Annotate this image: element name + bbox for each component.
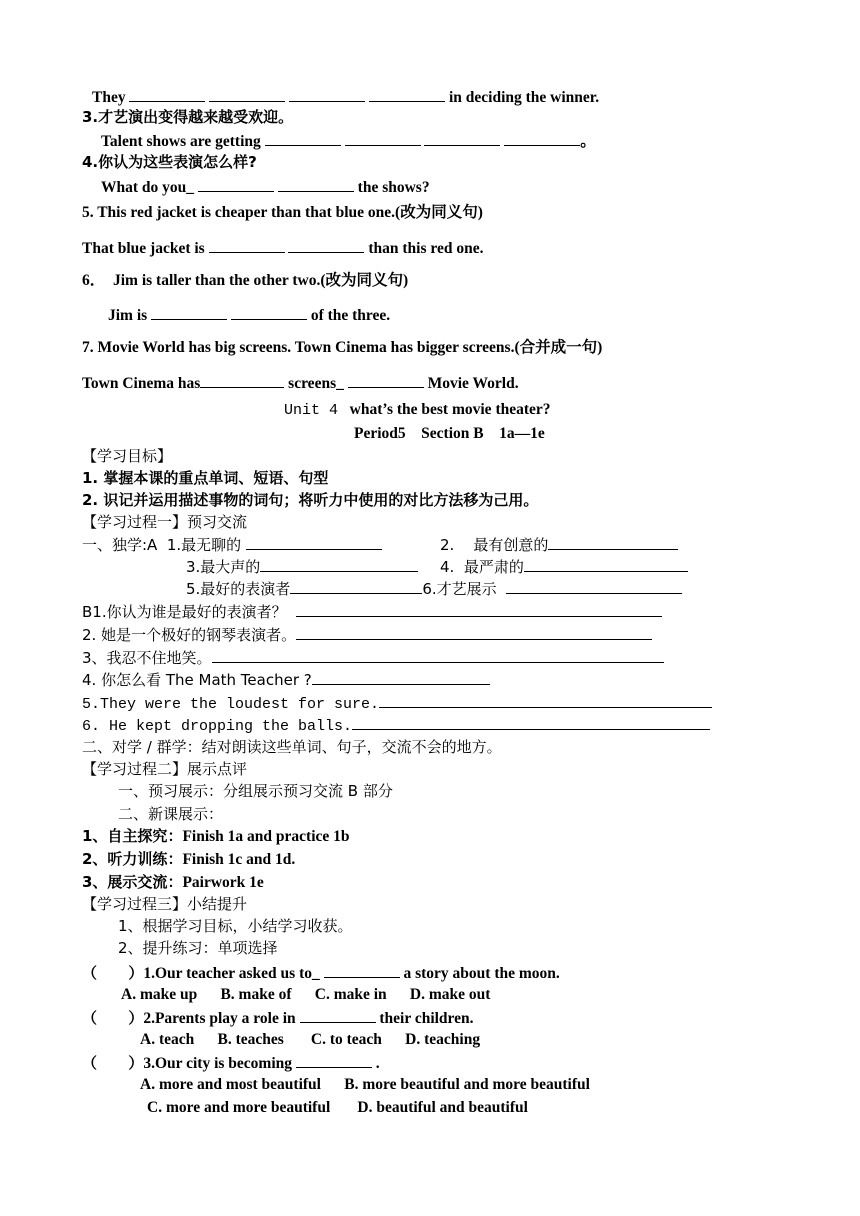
text: 3.Our city is becoming [143, 1055, 293, 1072]
text: than this red one. [368, 240, 484, 257]
blank[interactable] [345, 130, 421, 146]
practice: 2、提升练习：单项选择 [118, 939, 278, 957]
text: 2、听力训练： [82, 850, 183, 868]
text: a story about the moon. [403, 965, 560, 982]
text: . [375, 1055, 380, 1072]
blank[interactable] [296, 1052, 372, 1068]
text: 3、我忍不住地笑。 [82, 649, 212, 667]
vocab-row-1 [82, 534, 382, 555]
blank[interactable] [209, 237, 285, 253]
task-1 [82, 826, 350, 847]
fill-line-5 [82, 237, 483, 259]
question-7: 7. Movie World has big screens. Town Cinema has bigger screens.(合并成一句) [82, 339, 603, 356]
pair-study: 二、对学 / 群学：结对朗读这些单词、句子，交流不会的地方。 [82, 738, 502, 756]
unit-title: what’s the best movie theater? [349, 401, 551, 418]
text: 4. 你怎么看 The Math Teacher ? [82, 671, 312, 689]
blank[interactable] [324, 962, 400, 978]
task-2 [82, 849, 295, 870]
text: 5.They were the loudest for sure. [82, 696, 380, 713]
blank[interactable] [265, 130, 341, 146]
text: 2.Parents play a role in [143, 1010, 296, 1027]
text: Pairwork 1e [182, 874, 264, 891]
blank[interactable] [246, 534, 382, 550]
answer-box[interactable]: （ ） [82, 1054, 144, 1072]
text: Talent shows are getting [101, 133, 261, 150]
blank[interactable] [231, 304, 307, 320]
text: 一、独学:A [82, 536, 158, 554]
text: Town Cinema has [82, 375, 201, 392]
text: 。 [580, 133, 596, 150]
blank[interactable] [348, 372, 424, 388]
text: 2. 最有创意的 [440, 536, 549, 554]
blank[interactable] [506, 578, 682, 594]
text: 3、展示交流： [82, 873, 183, 891]
blank[interactable] [278, 176, 354, 192]
b-row-3 [82, 647, 664, 668]
text: 1.Our teacher asked us to_ [143, 965, 320, 982]
blank[interactable] [288, 237, 364, 253]
blank[interactable] [129, 86, 205, 102]
goal-1: 1. 掌握本课的重点单词、短语、句型 [82, 469, 329, 487]
process3-heading: 【学习过程三】小结提升 [82, 895, 248, 913]
process1-heading: 【学习过程一】预习交流 [82, 513, 248, 531]
blank[interactable] [424, 130, 500, 146]
text: 2. 她是一个极好的钢琴表演者。 [82, 626, 297, 644]
blank[interactable] [290, 578, 422, 594]
b-row-6 [82, 714, 710, 737]
text: 5.最好的表演者 [186, 580, 291, 598]
b-row-4 [82, 669, 490, 690]
text: the shows? [357, 179, 430, 196]
task-3 [82, 872, 264, 893]
fill-line-3 [101, 130, 596, 152]
text: What do you_ [101, 179, 195, 196]
mc-options-3a: A. more and most beautiful B. more beautiful and more beautiful [140, 1076, 590, 1093]
blank[interactable] [548, 534, 678, 550]
fill-line-4 [101, 176, 430, 198]
text: 6. He kept dropping the balls. [82, 718, 353, 735]
blank[interactable] [369, 86, 445, 102]
question-4: 4.你认为这些表演怎么样? [82, 153, 257, 171]
blank[interactable] [198, 176, 274, 192]
text: 1.最无聊的 [166, 536, 242, 554]
mc-options-3b: C. more and more beautiful D. beautiful and beautiful [147, 1099, 528, 1116]
b-row-5 [82, 692, 712, 715]
blank[interactable] [296, 601, 662, 617]
blank[interactable] [300, 1007, 376, 1023]
blank[interactable] [212, 647, 664, 663]
vocab-row-1b [440, 534, 678, 555]
vocab-row-2 [186, 556, 418, 577]
b-row-2 [82, 624, 652, 645]
text: in deciding the winner. [448, 89, 600, 106]
question-5: 5. This red jacket is cheaper than that blue one.(改为同义句) [82, 204, 483, 221]
blank[interactable] [200, 372, 284, 388]
text: 4. 最严肃的 [440, 558, 524, 576]
text: Movie World. [427, 375, 519, 392]
summary: 1、根据学习目标，小结学习收获。 [118, 917, 353, 935]
blank[interactable] [379, 692, 712, 708]
answer-box[interactable]: （ ） [82, 1009, 144, 1027]
blank[interactable] [312, 669, 490, 685]
unit-label: Unit 4 [284, 402, 339, 419]
mc-options-1: A. make up B. make of C. make in D. make out [121, 986, 491, 1003]
mc-options-2: A. teach B. teaches C. to teach D. teaching [140, 1031, 481, 1048]
text: B1.你认为谁是最好的表演者？ [82, 603, 287, 621]
preview-show: 一、预习展示：分组展示预习交流 B 部分 [118, 782, 393, 800]
blank[interactable] [504, 130, 580, 146]
b-row-1 [82, 601, 662, 622]
mc-question-3 [82, 1052, 380, 1074]
vocab-row-3 [186, 578, 682, 599]
text: 3.最大声的 [186, 558, 261, 576]
new-lesson: 二、新课展示： [118, 805, 224, 823]
text: screens_ [288, 375, 344, 392]
mc-question-1 [82, 962, 560, 984]
question-6: 6． Jim is taller than the other two.(改为同义句) [82, 272, 409, 289]
text: 6.才艺展示 [422, 580, 497, 598]
goal-2: 2. 识记并运用描述事物的词句；将听力中使用的对比方法移为己用。 [82, 491, 539, 509]
answer-box[interactable]: （ ） [82, 964, 144, 982]
blank[interactable] [524, 556, 688, 572]
blank[interactable] [260, 556, 418, 572]
fill-line-they [92, 86, 599, 108]
vocab-row-2b [440, 556, 688, 577]
period-header: Period5 Section B 1a—1e [354, 425, 545, 442]
text: 1、自主探究： [82, 827, 183, 845]
text: Finish 1c and 1d. [182, 851, 296, 868]
fill-line-7 [82, 372, 519, 394]
text: They [92, 89, 126, 106]
text: That blue jacket is [82, 240, 205, 257]
text: Finish 1a and practice 1b [182, 828, 350, 845]
blank[interactable] [352, 714, 710, 730]
fill-line-6 [108, 304, 390, 326]
unit-header [284, 400, 551, 421]
question-3: 3.才艺演出变得越来越受欢迎。 [82, 108, 294, 126]
mc-question-2 [82, 1007, 474, 1029]
blank[interactable] [151, 304, 227, 320]
goals-heading: 【学习目标】 [82, 447, 173, 465]
text: of the three. [310, 307, 391, 324]
blank[interactable] [289, 86, 365, 102]
text: their children. [379, 1010, 474, 1027]
text: Jim is [108, 307, 148, 324]
blank[interactable] [296, 624, 652, 640]
blank[interactable] [209, 86, 285, 102]
process2-heading: 【学习过程二】展示点评 [82, 760, 248, 778]
